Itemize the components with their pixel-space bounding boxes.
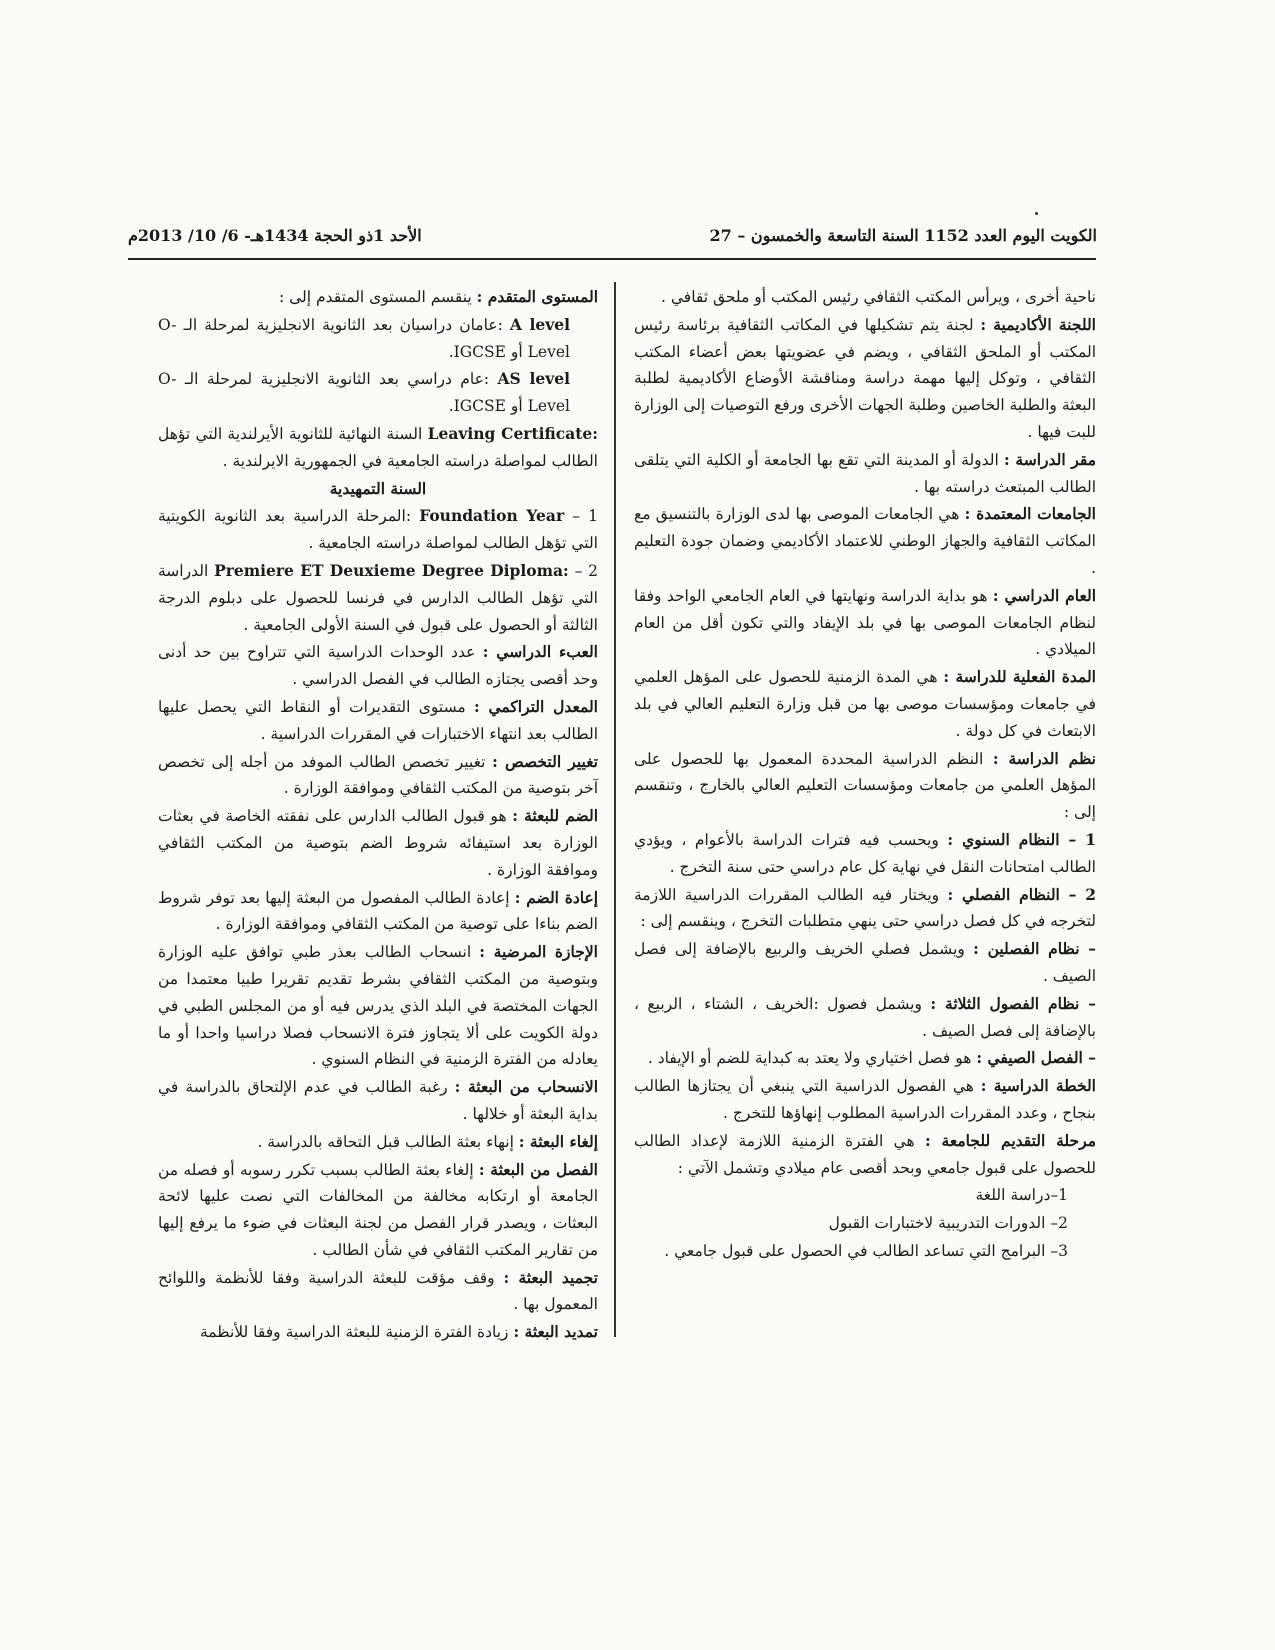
definition-paragraph: [634, 827, 1096, 881]
term-label: مقر الدراسة :: [1004, 449, 1096, 469]
definition-paragraph: [634, 882, 1096, 936]
definition-paragraph: [634, 447, 1096, 501]
definition-text: ويحسب فيه فترات الدراسة بالأعوام ، ويؤدي الطالب امتحانات النقل في نهاية كل عام دراسي حتى سنة التخرج .: [634, 830, 1096, 876]
term-label: المعدل التراكمي :: [474, 696, 598, 716]
term-label: نظم الدراسة :: [992, 748, 1096, 768]
term-label: مرحلة التقديم للجامعة :: [925, 1130, 1096, 1150]
term-label: 1 – النظام السنوي :: [947, 829, 1096, 849]
definition-text: النظم الدراسية المحددة المعمول بها للحصول على المؤهل العلمي من جامعات ومؤسسات التعليم العالي بالخارج ، وتنقسم إلى :: [634, 749, 1096, 822]
definition-text: هو قبول الطالب الدارس على نفقته الخاصة في بعثات الوزارة بعد استيفائه شروط الضم بتوصية من المكتب الثقافي وموافقة الوزارة .: [158, 807, 598, 879]
definition-paragraph: [158, 1129, 598, 1156]
definition-text: :عام دراسي بعد الثانوية الانجليزية لمرحلة الـ O- Level أو IGCSE.: [158, 370, 570, 416]
section-heading-preparatory-year: السنة التمهيدية: [329, 478, 427, 498]
definition-paragraph: [634, 1182, 1096, 1209]
left-definitions-list: [158, 639, 598, 1346]
item-number: 2 –: [568, 561, 598, 580]
definition-text: عدد الوحدات الدراسية التي تتراوح بين حد أدنى وحد أقصى يجتازه الطالب في الفصل الدراسي .: [158, 643, 598, 689]
definition-text: إنهاء بعثة الطالب قبل التحاقه بالدراسة .: [257, 1132, 519, 1151]
gazette-header-issue: الكويت اليوم العدد 1152 السنة التاسعة والخمسون – 27: [709, 226, 1097, 245]
definition-paragraph: [158, 749, 598, 803]
term-label: تمديد البعثة :: [513, 1322, 598, 1342]
term-label-en: Leaving Certificate:: [427, 423, 599, 443]
term-label-en: Foundation Year: [419, 506, 565, 526]
header-rule: [128, 258, 1096, 260]
definition-text: ويختار فيه الطالب المقررات الدراسية اللازمة لتخرجه في كل فصل دراسي حتى ينهي متطلبات التخرج ، وينقسم إلى :: [634, 885, 1096, 931]
as-level-definition: [158, 366, 598, 420]
definition-paragraph: [158, 1319, 598, 1346]
term-label: – نظام الفصلين :: [973, 939, 1096, 959]
term-label: المستوى المتقدم :: [476, 287, 598, 306]
definition-paragraph: [158, 1265, 598, 1319]
term-label: 2 – النظام الفصلي :: [947, 884, 1096, 904]
definition-paragraph: [634, 1045, 1096, 1072]
definition-paragraph: [634, 1238, 1096, 1265]
definition-paragraph: [634, 312, 1096, 446]
definition-text: هي الجامعات الموصى بها لدى الوزارة بالتنسيق مع المكاتب الثقافية والجهاز الوطني للاعتماد الأكاديمي وضمان جودة التعليم .: [634, 505, 1096, 577]
term-label: الانسحاب من البعثة :: [454, 1077, 599, 1097]
term-label: – نظام الفصول الثلاثة :: [930, 993, 1096, 1013]
definition-text: :المرحلة الدراسية بعد الثانوية الكويتية التي تؤهل الطالب لمواصلة دراسته الجامعية .: [158, 507, 598, 553]
definition-text: :عامان دراسيان بعد الثانوية الانجليزية لمرحلة الـ O- Level أو IGCSE.: [158, 315, 570, 361]
item-number: 1 –: [564, 507, 598, 526]
definition-text: تغيير تخصص الطالب الموفد من أجله إلى تخصص آخر بتوصية من المكتب الثقافي وموافقة الوزارة .: [158, 752, 598, 798]
term-label: العام الدراسي :: [992, 585, 1096, 605]
definition-paragraph: [634, 991, 1096, 1045]
definition-text: لجنة يتم تشكيلها في المكاتب الثقافية برئاسة رئيس المكتب أو الملحق الثقافي ، ويضم في عضويتها بعض أعضاء المكتب الثقافي ، وتوكل إليها مهمة دراسة ومناقشة الأوضاع الأكاديمية لطلبة البعثة والطلبة الخاصين وطلبة الجهات الأخرى ورفع التوصيات إلى الوزارة للبت فيها .: [634, 315, 1096, 441]
term-label-en: A level: [509, 314, 570, 334]
definition-text: زيادة الفترة الزمنية للبعثة الدراسية وفقا للأنظمة: [199, 1323, 514, 1342]
definition-paragraph: [634, 1210, 1096, 1237]
scan-speck: [1035, 212, 1038, 215]
definition-text: الدراسة التي تؤهل الطالب الدارس في فرنسا للحصول على دبلوم الدرجة الثالثة أو الحصول على قبول في السنة الأولى الجامعية .: [158, 561, 598, 634]
definition-text: ينقسم المستوى المتقدم إلى :: [278, 288, 477, 306]
term-label-en: AS level: [497, 369, 571, 389]
advanced-level-definition: [158, 284, 598, 311]
definition-text: هي الفترة الزمنية اللازمة لإعداد الطالب للحصول على قبول جامعي وبحد أقصى عام ميلادي وتشمل الآتي :: [634, 1131, 1096, 1177]
definition-text: هي الفصول الدراسية التي ينبغي أن يجتازها الطالب بنجاح ، وعدد المقررات الدراسية المطلوب إنهاؤها للتخرج .: [634, 1077, 1096, 1122]
definition-text: إلغاء بعثة الطالب بسبب تكرر رسوبه أو فصله من الجامعة أو ارتكابه مخالفة من المخالفات التي نصت عليها لائحة البعثات ، ويصدر قرار الفصل من لجنة البعثات في ضوء ما يرفع إليها من تقارير المكتب الثقافي في شأن الطالب .: [158, 1160, 598, 1259]
a-level-definition: [158, 312, 598, 366]
definition-text: هو فصل اختياري ولا يعتد به كبداية للضم أو الإيفاد .: [647, 1049, 977, 1068]
definition-text: رغبة الطالب في عدم الإلتحاق بالدراسة في بداية البعثة أو خلالها .: [158, 1078, 598, 1123]
definition-text: وقف مؤقت للبعثة الدراسية وفقا للأنظمة واللوائح المعمول بها .: [158, 1268, 598, 1314]
definition-text: 2– الدورات التدريبية لاختبارات القبول: [828, 1214, 1068, 1233]
definition-paragraph: [158, 803, 598, 883]
definition-paragraph: [158, 694, 598, 748]
term-label: المدة الفعلية للدراسة :: [943, 667, 1096, 687]
gazette-header-date: الأحد 1ذو الحجة 1434هـ- 6/ 10/ 2013م: [128, 226, 422, 245]
definition-paragraph: [634, 284, 1096, 311]
definition-text: ويشمل فصلي الخريف والربيع بالإضافة إلى فصل الصيف .: [634, 940, 1096, 985]
term-label: الإجازة المرضية :: [479, 942, 598, 962]
term-label: إعادة الضم :: [514, 887, 598, 907]
definition-paragraph: [634, 583, 1096, 663]
term-label: تغيير التخصص :: [492, 751, 599, 771]
definition-text: انسحاب الطالب بعذر طبي توافق عليه الوزارة وبتوصية من المكتب الثقافي بشرط تقديم تقريرا طبيا معتمدا من الجهات المختصة في البلد الذي يدرس فيه أو من المجلس الطبي في دولة الكويت على ألا يتجاوز فترة الانسحاب فصلا دراسيا واحدا أو ما يعادله من الفترة الزمنية في النظام السنوي .: [158, 943, 598, 1069]
definition-paragraph: [634, 1073, 1096, 1127]
definition-paragraph: [158, 885, 598, 939]
definition-text: هي المدة الزمنية للحصول على المؤهل العلمي في جامعات ومؤسسات موصى بها من قبل وزارة التعليم العالي في بلد الابتعاث في كل دولة .: [634, 668, 1096, 740]
foundation-year-definition: [158, 503, 598, 557]
term-label: اللجنة الأكاديمية :: [980, 314, 1096, 334]
definition-text: السنة النهائية للثانوية الأيرلندية التي تؤهل الطالب لمواصلة دراسته الجامعية في الجمهورية الايرلندية .: [158, 424, 598, 470]
definition-paragraph: [634, 936, 1096, 990]
definition-text: هو بداية الدراسة ونهايتها في العام الجامعي الواحد وفقا لنظام الجامعات الموصى بها في بلد الإيفاد والتي تكون أقل من العام الميلادي .: [634, 586, 1096, 659]
term-label: العبء الدراسي :: [482, 642, 598, 662]
definition-paragraph: [634, 664, 1096, 744]
column-divider: [614, 282, 616, 1337]
definition-text: 1–دراسة اللغة: [975, 1186, 1068, 1205]
definition-paragraph: [158, 939, 598, 1073]
left-column: [158, 284, 598, 1347]
definition-paragraph: [634, 501, 1096, 581]
definition-text: 3– البرامج التي تساعد الطالب في الحصول على قبول جامعي .: [664, 1241, 1068, 1260]
definition-text: ويشمل فصول :الخريف ، الشتاء ، الربيع ، بالإضافة إلى فصل الصيف .: [634, 994, 1096, 1040]
term-label: الخطة الدراسية :: [980, 1076, 1096, 1096]
definition-paragraph: [634, 746, 1096, 826]
term-label-en: Premiere ET Deuxieme Degree Diploma:: [214, 560, 569, 580]
term-label: تجميد البعثة :: [503, 1267, 598, 1287]
definition-paragraph: [634, 1128, 1096, 1182]
definition-text: ناحية أخرى ، ويرأس المكتب الثقافي رئيس المكتب أو ملحق ثقافي .: [661, 288, 1096, 306]
leaving-certificate-definition: [158, 421, 598, 475]
right-column: [634, 284, 1096, 1266]
term-label: إلغاء البعثة :: [518, 1131, 598, 1151]
term-label: الفصل من البعثة :: [478, 1159, 598, 1179]
definition-text: الدولة أو المدينة التي تقع بها الجامعة أو الكلية التي يتلقى الطالب المبتعث دراسته بها .: [634, 450, 1096, 496]
definition-text: إعادة الطالب المفصول من البعثة إليها بعد توفر شروط الضم بناءا على توصية من المكتب الثقافي وموافقة الوزارة .: [158, 888, 598, 934]
definition-paragraph: [158, 1074, 598, 1128]
term-label: الجامعات المعتمدة :: [964, 504, 1096, 524]
definition-text: مستوى التقديرات أو النقاط التي يحصل عليها الطالب بعد انتهاء الاختبارات في المقررات الدراسية .: [158, 697, 598, 743]
premiere-diploma-definition: [158, 558, 598, 638]
term-label: الضم للبعثة :: [512, 806, 598, 826]
definition-paragraph: [158, 1157, 598, 1264]
definition-paragraph: [158, 639, 598, 693]
term-label: – الفصل الصيفي :: [976, 1048, 1096, 1068]
